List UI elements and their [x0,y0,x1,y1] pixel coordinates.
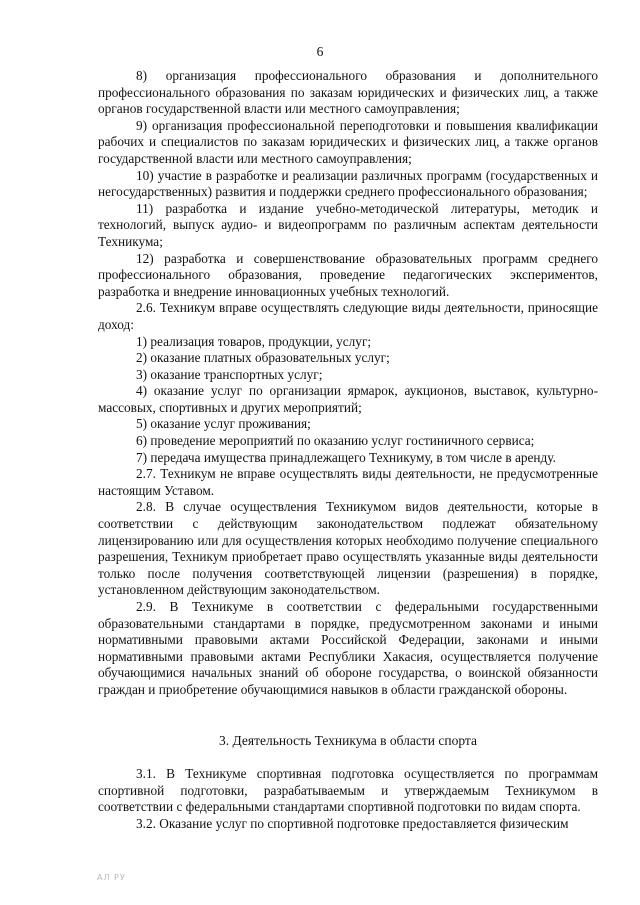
spacer [98,699,598,733]
list-item-income-5: 5) оказание услуг проживания; [136,416,311,432]
paragraph-2-7: 2.7. Техникум не вправе осуществлять виды деятельности, не предусмотренные настоящим Уставом. [98,466,598,498]
footer-watermark: АЛ РУ [97,873,126,882]
paragraph-item-12: 12) разработка и совершенствование образовательных программ среднего профессионального образования, проведение педагогических экспериментов, разработка и внедрение инновационных учебных технологий. [98,250,598,299]
paragraph-item-11: 11) разработка и издание учебно-методической литературы, методик и технологий, выпуск аудио- и видеопрограмм по различным аспектам деятельности Техникума; [98,200,598,249]
list-item-income-3: 3) оказание транспортных услуг; [136,366,323,382]
paragraph-2-8: 2.8. В случае осуществления Техникумом видов деятельности, которые в соответствии с действующим законодательством подлежат обязательному лицензированию или для осуществления которых необходимо получение специального разрешения, Техникум приобретает право осуществлять указанные виды деятельности только после получения соответствующей лицензии (разрешения) в порядке, установленном действующим законодательством. [98,499,598,598]
list-item-income-7: 7) передача имущества принадлежащего Техникуму, в том числе в аренду. [136,449,556,465]
page-number: 6 [316,44,324,59]
list-item-income-4: 4) оказание услуг по организации ярмарок, аукционов, выставок, культурно-массовых, спортивных и других мероприятий; [98,383,598,415]
paragraph-item-10: 10) участие в разработке и реализации различных программ (государственных и негосударственных) развития и поддержки среднего профессионального образования; [98,167,598,200]
list-item-income-2: 2) оказание платных образовательных услуг; [136,350,390,366]
paragraph-2-6: 2.6. Техникум вправе осуществлять следующие виды деятельности, приносящие доход: [98,300,598,332]
paragraph-3-1: 3.1. В Техникуме спортивная подготовка осуществляется по программам спортивной подготовки, разрабатываемым и утверждаемым Техникумом в соответствии с федеральными стандартами спортивной подготовки по видам спорта. [98,766,598,815]
paragraph-3-2: 3.2. Оказание услуг по спортивной подготовке предоставляется физическим [136,815,569,831]
paragraph-item-9: 9) организация профессиональной переподготовки и повышения квалификации рабочих и специалистов по заказам юридических и физических лиц, а также органов государственной власти или местного самоуправления; [98,117,598,166]
list-item-income-1: 1) реализация товаров, продукции, услуг; [136,333,372,349]
spacer [98,749,598,766]
list-item-income-6: 6) проведение мероприятий по оказанию услуг гостиничного сервиса; [136,433,535,449]
section-heading: 3. Деятельность Техникума в области спорта [219,732,477,748]
document-body [98,68,598,833]
paragraph-2-9: 2.9. В Техникуме в соответствии с федеральными государственными образовательными стандартами в порядке, предусмотренном законами и иными нормативными правовыми актами Российской Федерации, законами и иными нормативными правовыми актами Республики Хакасия, осуществляется получение обучающимися начальных знаний об обороне государства, о воинской обязанности граждан и приобретение обучающимися навыков в области гражданской обороны. [98,599,598,697]
paragraph-item-8: 8) организация профессионального образования и дополнительного профессионального образования по заказам юридических и физических лиц, а также органов государственной власти или местного самоуправления; [98,68,598,117]
